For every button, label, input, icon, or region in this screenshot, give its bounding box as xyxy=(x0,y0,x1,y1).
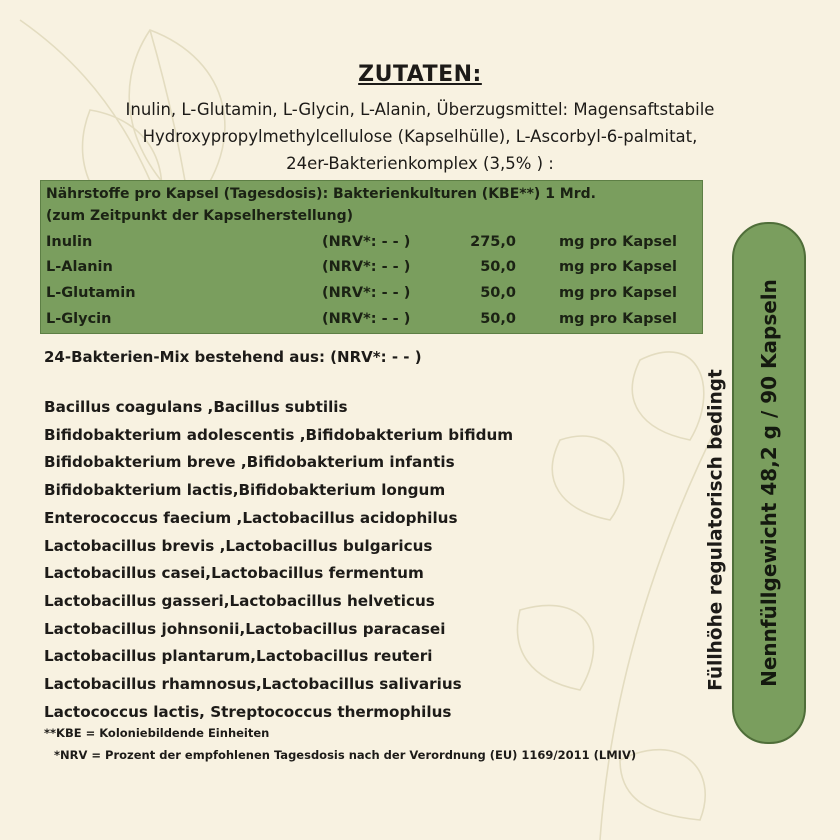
list-item: Lactobacillus casei,Lactobacillus fermentum xyxy=(44,564,424,583)
nutrient-nrv: (NRV*: - - ) xyxy=(322,285,411,301)
net-weight-badge xyxy=(732,222,806,744)
nutrient-row xyxy=(46,285,696,309)
bacteria-list xyxy=(44,394,513,726)
nutrient-name: L-Glutamin xyxy=(46,285,136,301)
nutrient-nrv: (NRV*: - - ) xyxy=(322,234,411,250)
nutrient-unit: mg pro Kapsel xyxy=(559,234,677,250)
footnote-nrv: *NRV = Prozent der empfohlenen Tagesdosis nach der Verordnung (EU) 1169/2011 (LMIV) xyxy=(54,748,637,762)
list-item: Lactobacillus rhamnosus,Lactobacillus salivarius xyxy=(44,675,462,694)
nutrient-row xyxy=(46,234,696,258)
ingredients-line: Inulin, L-Glutamin, L-Glycin, L-Alanin, Überzugsmittel: Magensaftstabile xyxy=(125,100,715,119)
list-item: Bifidobakterium breve ,Bifidobakterium infantis xyxy=(44,453,455,472)
nutrient-table xyxy=(40,180,703,334)
list-item: Lactobacillus plantarum,Lactobacillus reuteri xyxy=(44,647,433,666)
nutrient-unit: mg pro Kapsel xyxy=(559,311,677,327)
nutrient-nrv: (NRV*: - - ) xyxy=(322,311,411,327)
nutrient-unit: mg pro Kapsel xyxy=(559,259,677,275)
list-item: Lactobacillus gasseri,Lactobacillus helveticus xyxy=(44,591,435,610)
nutrient-unit: mg pro Kapsel xyxy=(559,285,677,301)
fill-level-note-text: Füllhöhe regulatorisch bedingt xyxy=(705,369,727,691)
ingredients-line: 24er-Bakterienkomplex (3,5% ) : xyxy=(286,154,554,173)
list-item: Bifidobakterium lactis,Bifidobakterium longum xyxy=(44,481,446,500)
nutrient-value: 50,0 xyxy=(480,285,516,301)
ingredients-line: Hydroxypropylmethylcellulose (Kapselhülle), L-Ascorbyl-6-palmitat, xyxy=(142,127,698,146)
nutrient-value: 275,0 xyxy=(470,234,516,250)
nutrient-value: 50,0 xyxy=(480,259,516,275)
nutrient-table-header xyxy=(46,183,596,227)
footnote-kbe: **KBE = Koloniebildende Einheiten xyxy=(44,726,270,740)
list-item: Enterococcus faecium ,Lactobacillus acidophilus xyxy=(44,508,458,527)
ingredients-title: ZUTATEN: xyxy=(358,62,482,87)
list-item: Lactobacillus johnsonii,Lactobacillus paracasei xyxy=(44,619,446,638)
ingredients-text xyxy=(40,96,800,177)
list-item: Bifidobakterium adolescentis ,Bifidobakterium bifidum xyxy=(44,425,514,444)
nutrient-row xyxy=(46,259,696,283)
nutrient-row xyxy=(46,311,696,335)
bacteria-mix-heading: 24-Bakterien-Mix bestehend aus: (NRV*: - - ) xyxy=(44,348,422,366)
nutrient-value: 50,0 xyxy=(480,311,516,327)
nutrient-name: L-Alanin xyxy=(46,259,113,275)
list-item: Lactococcus lactis, Streptococcus thermophilus xyxy=(44,702,452,721)
nutrient-name: L-Glycin xyxy=(46,311,112,327)
nutrient-header-line: Nährstoffe pro Kapsel (Tagesdosis): Bakterienkulturen (KBE**) 1 Mrd. xyxy=(46,186,596,202)
net-weight-text: Nennfüllgewicht 48,2 g / 90 Kapseln xyxy=(757,279,781,687)
nutrient-name: Inulin xyxy=(46,234,93,250)
list-item: Lactobacillus brevis ,Lactobacillus bulgaricus xyxy=(44,536,433,555)
nutrient-header-line: (zum Zeitpunkt der Kapselherstellung) xyxy=(46,208,354,224)
list-item: Bacillus coagulans ,Bacillus subtilis xyxy=(44,398,348,416)
nutrient-nrv: (NRV*: - - ) xyxy=(322,259,411,275)
